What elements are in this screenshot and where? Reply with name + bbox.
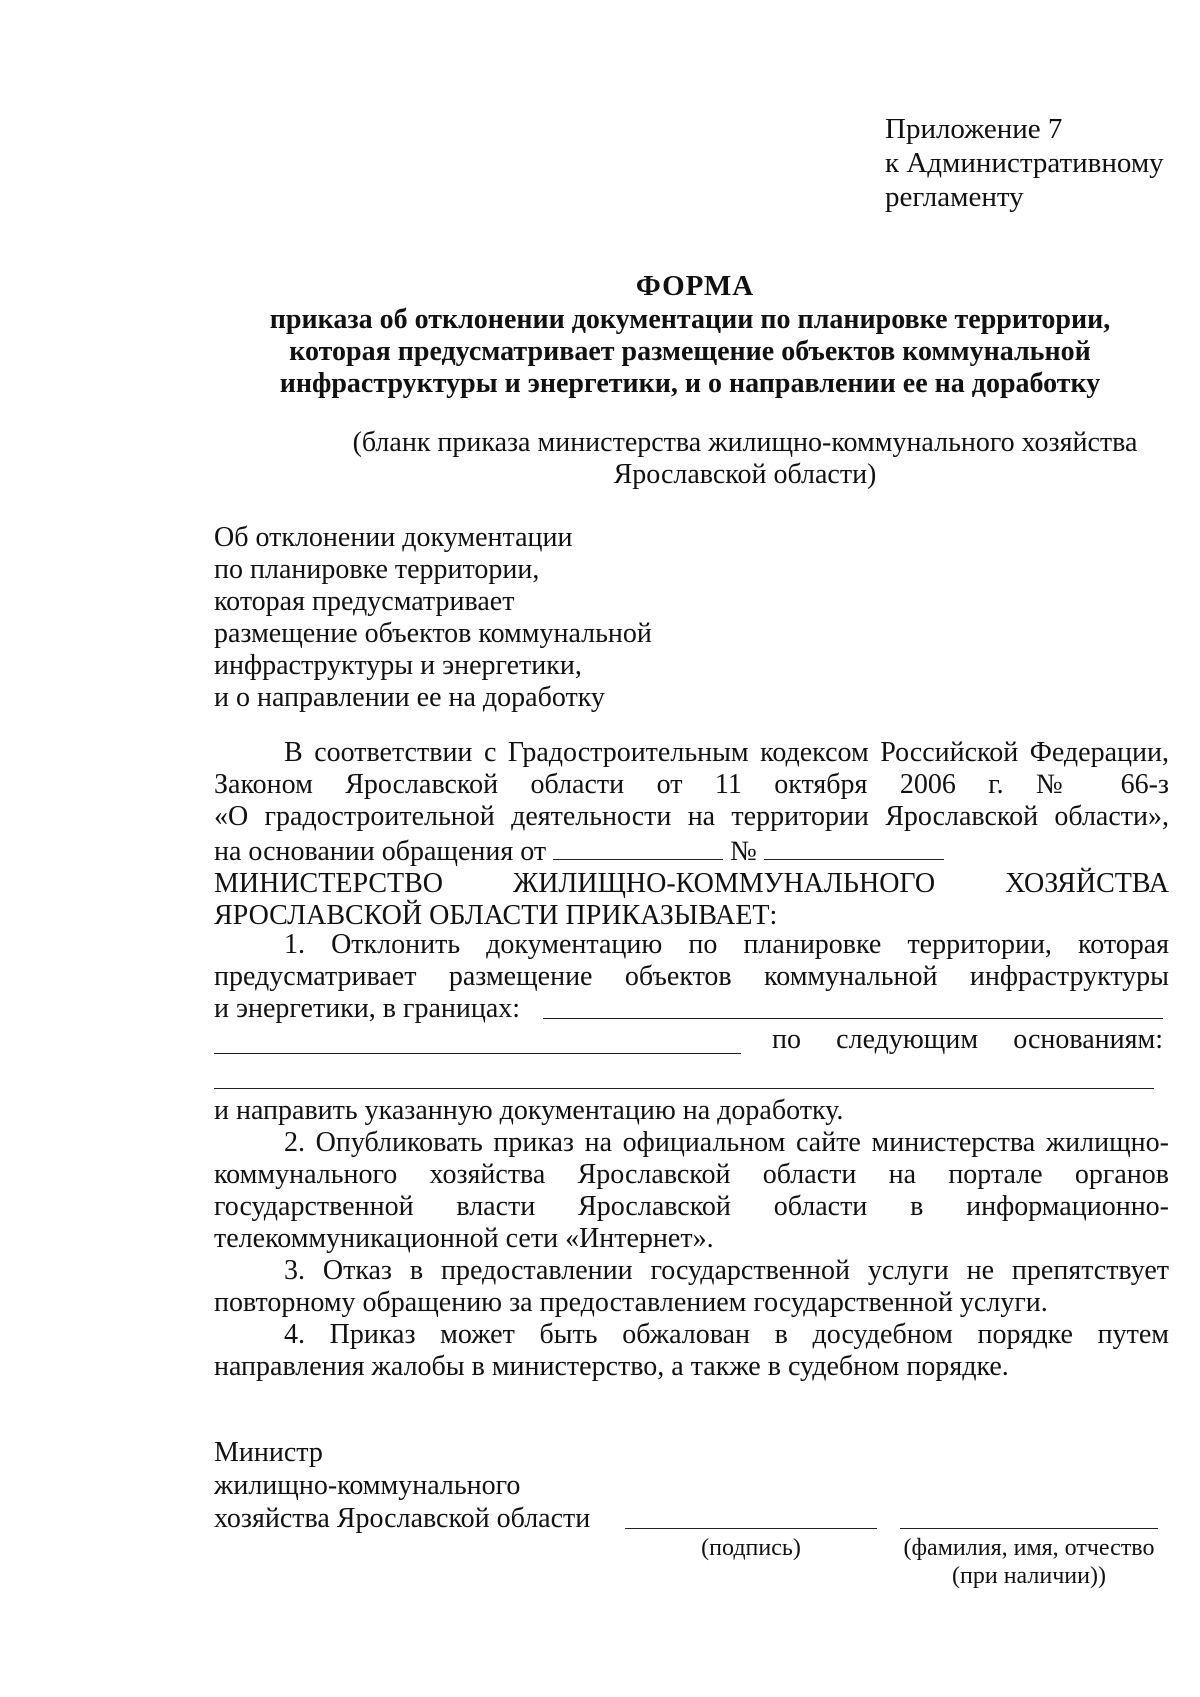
appendix-line-1: Приложение 7 xyxy=(885,113,1063,145)
subject-line-6: и о направлении ее на доработку xyxy=(214,682,605,713)
preamble-line-6: ЯРОСЛАВСКОЙ ОБЛАСТИ ПРИКАЗЫВАЕТ: xyxy=(214,900,778,931)
item-3-line-1: 3. Отказ в предоставлении государственной услуги не препятствует xyxy=(284,1255,1169,1286)
request-number-label: № xyxy=(730,836,757,867)
request-date-blank[interactable] xyxy=(553,833,723,860)
subject-line-4: размещение объектов коммунальной xyxy=(214,618,652,649)
subject-line-3: которая предусматривает xyxy=(214,586,515,617)
request-number-blank[interactable] xyxy=(764,833,944,860)
name-caption-line-2: (при наличии)) xyxy=(952,1563,1106,1589)
item-2-line-2: коммунального хозяйства Ярославской области на портале органов xyxy=(214,1159,1169,1190)
form-subtitle xyxy=(255,304,1125,400)
item-1-line-6: и направить указанную документацию на доработку. xyxy=(214,1095,844,1126)
name-blank[interactable] xyxy=(900,1528,1158,1529)
signer-title-line-2: жилищно-коммунального xyxy=(214,1470,521,1501)
request-date-label: на основании обращения от xyxy=(214,836,547,867)
preamble-line-5: МИНИСТЕРСТВО ЖИЛИЩНО-КОММУНАЛЬНОГО ХОЗЯЙСТВА xyxy=(214,868,1169,899)
item-1 xyxy=(214,929,1169,1025)
name-caption xyxy=(880,1534,1178,1590)
item-4 xyxy=(214,1319,1169,1383)
subtitle-line-2: которая предусматривает размещение объектов коммунальной xyxy=(289,336,1091,367)
item-1-line-3 xyxy=(214,993,1169,1025)
item-4-line-2: направления жалобы в министерство, а также в судебном порядке. xyxy=(214,1351,1009,1382)
letterhead-line-1: (бланк приказа министерства жилищно-коммунального хозяйства xyxy=(352,427,1138,458)
subtitle-line-3: инфраструктуры и энергетики, и о направлении ее на доработку xyxy=(279,368,1101,399)
letterhead-note xyxy=(200,427,1200,491)
signer-title-line-1: Министр xyxy=(214,1437,323,1468)
form-title: ФОРМА xyxy=(635,270,755,302)
subtitle-line-1: приказа об отклонении документации по планировке территории, xyxy=(269,304,1111,335)
item-2 xyxy=(214,1127,1169,1255)
signature-caption: (подпись) xyxy=(701,1535,801,1561)
letterhead-line-2: Ярославской области) xyxy=(613,459,877,490)
item-1-line-1: 1. Отклонить документацию по планировке территории, которая xyxy=(284,929,1169,960)
signature-blank[interactable] xyxy=(625,1528,877,1529)
item-3 xyxy=(214,1255,1169,1319)
item-4-line-1: 4. Приказ может быть обжалован в досудебном порядке путем xyxy=(284,1319,1169,1350)
preamble-line-2: Законом Ярославской области от 11 октября 2006 г. № 66-з xyxy=(214,769,1169,800)
grounds-blank[interactable] xyxy=(214,1088,1154,1089)
subject-line-2: по планировке территории, xyxy=(214,554,540,585)
order-subject xyxy=(214,522,652,714)
grounds-label: по следующим основаниям: xyxy=(772,1024,1163,1055)
item-2-line-3: государственной власти Ярославской области в информационно- xyxy=(214,1191,1169,1222)
boundaries-label: и энергетики, в границах: xyxy=(214,993,521,1024)
item-3-line-2: повторному обращению за предоставлением государственной услуги. xyxy=(214,1287,1048,1318)
item-2-line-1: 2. Опубликовать приказ на официальном сайте министерства жилищно- xyxy=(284,1127,1169,1158)
signer-title-line-3: хозяйства Ярославской области xyxy=(214,1503,591,1534)
subject-line-1: Об отклонении документации xyxy=(214,522,573,553)
appendix-note xyxy=(885,112,1164,214)
signature-block xyxy=(214,1436,590,1535)
preamble-line-3: «О градостроительной деятельности на территории Ярославской области», xyxy=(214,801,1169,832)
item-1-line-2: предусматривает размещение объектов коммунальной инфраструктуры xyxy=(214,961,1169,992)
preamble-line-1: В соответствии с Градостроительным кодексом Российской Федерации, xyxy=(284,737,1169,768)
appendix-line-2: к Административному xyxy=(885,147,1164,179)
boundaries-blank[interactable] xyxy=(543,1018,1163,1019)
name-caption-line-1: (фамилия, имя, отчество xyxy=(903,1535,1155,1561)
appendix-line-3: регламенту xyxy=(885,181,1024,213)
preamble-line-4 xyxy=(214,833,1169,868)
preamble xyxy=(214,737,1169,932)
item-2-line-4: телекоммуникационной сети «Интернет». xyxy=(214,1223,714,1254)
subject-line-5: инфраструктуры и энергетики, xyxy=(214,650,582,681)
boundaries-blank-cont[interactable] xyxy=(214,1053,741,1054)
